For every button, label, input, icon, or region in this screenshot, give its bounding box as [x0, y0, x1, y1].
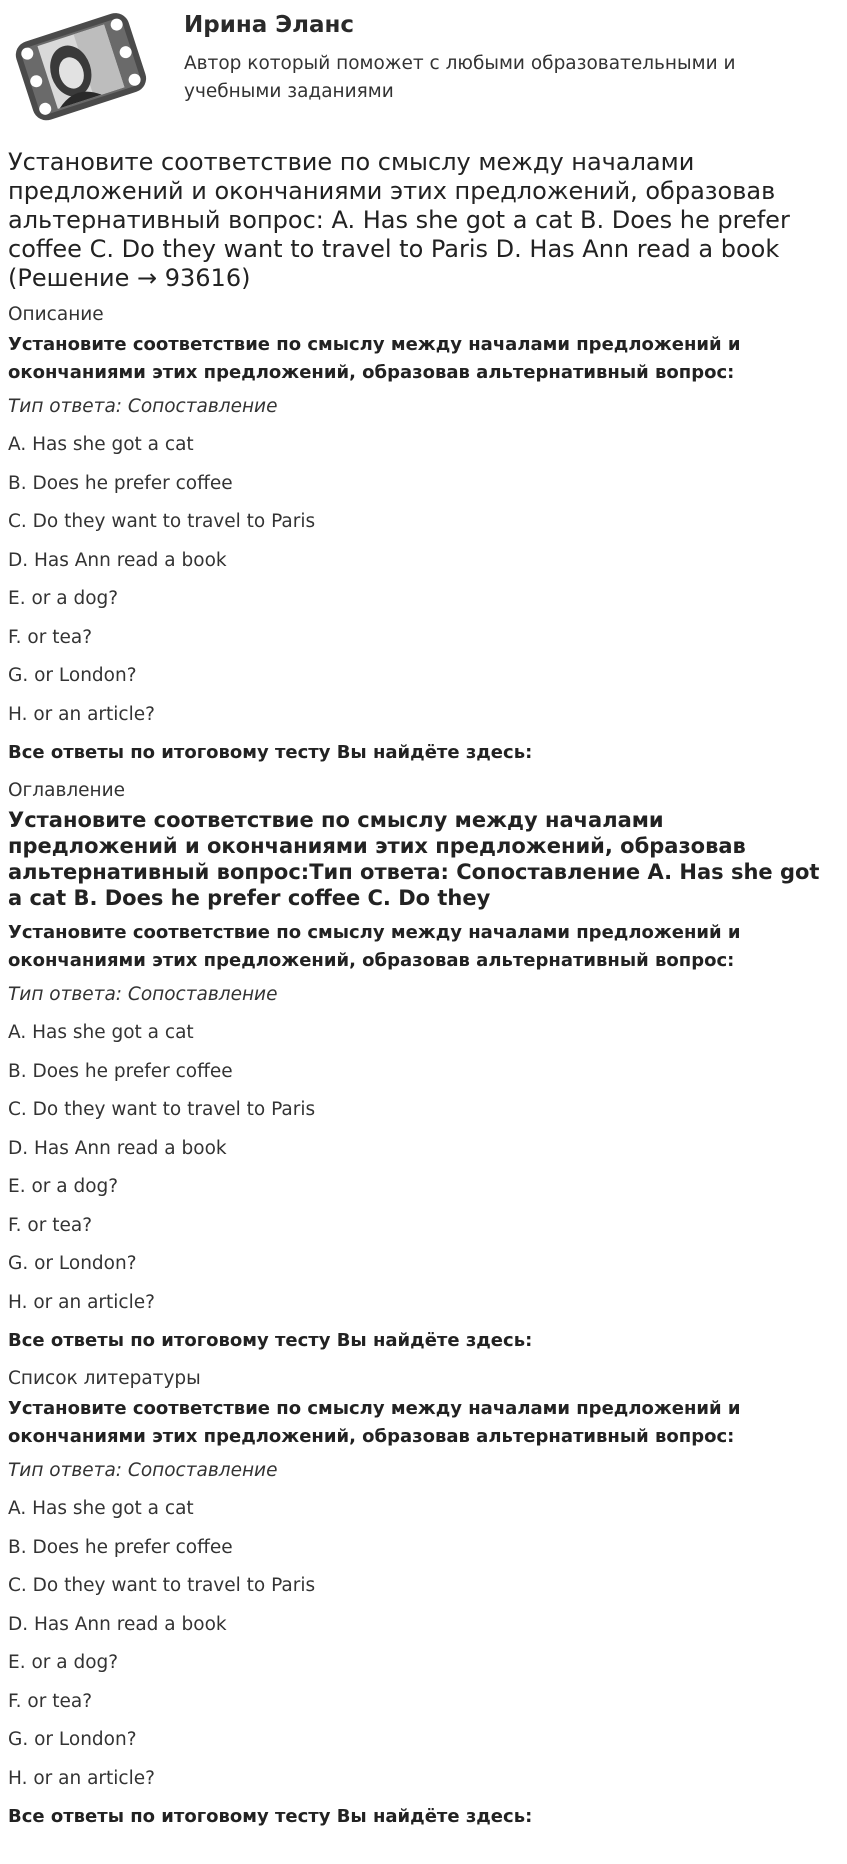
author-header [0, 0, 847, 140]
section-label-description: Описание [8, 304, 104, 325]
answer-type: Тип ответа: Сопоставление [8, 396, 278, 417]
option-e: E. or a dog? [8, 1176, 119, 1197]
answer-type: Тип ответа: Сопоставление [8, 984, 278, 1005]
option-a: A. Has she got a cat [8, 1022, 194, 1043]
page-title: Установите соответствие по смыслу между началами предложений и окончаниями этих предложений, образовав альтернативный вопрос: A. Has she got a cat B. Does he prefer coffee C. Do they want to travel to Paris D. Has Ann read a book (Решение → 93616) [8, 148, 790, 292]
contents-heading: Установите соответствие по смыслу между началами предложений и окончаниями этих предложений, образовав альтернативный вопрос:Тип ответа: Сопоставление A. Has she got a cat B. Does he prefer coffee C. Do they [8, 808, 820, 910]
answer-type: Тип ответа: Сопоставление [8, 1460, 278, 1481]
author-name[interactable]: Ирина Эланс [184, 12, 355, 38]
question-text: Установите соответствие по смыслу между началами предложений и окончаниями этих предложений, образовав альтернативный вопрос: [8, 922, 741, 971]
section-label-bibliography: Список литературы [8, 1368, 201, 1389]
option-a: A. Has she got a cat [8, 1498, 194, 1519]
option-g: G. or London? [8, 665, 137, 686]
option-f: F. or tea? [8, 626, 93, 648]
section-description [8, 303, 828, 765]
author-avatar[interactable] [8, 8, 153, 126]
answers-note: Все ответы по итоговому тесту Вы найдёте здесь: [8, 1806, 533, 1827]
option-a: A. Has she got a cat [8, 434, 194, 455]
option-f: F. or tea? [8, 1214, 93, 1236]
option-d: D. Has Ann read a book [8, 1613, 227, 1635]
answers-note: Все ответы по итоговому тесту Вы найдёте здесь: [8, 1330, 533, 1351]
option-d: D. Has Ann read a book [8, 549, 227, 571]
section-label-contents: Оглавление [8, 780, 126, 801]
section-bibliography [8, 1367, 828, 1829]
option-e: E. or a dog? [8, 1652, 119, 1673]
option-b: B. Does he prefer coffee [8, 472, 233, 494]
option-g: G. or London? [8, 1729, 137, 1750]
option-b: B. Does he prefer coffee [8, 1060, 233, 1082]
option-g: G. or London? [8, 1253, 137, 1274]
question-text: Установите соответствие по смыслу между началами предложений и окончаниями этих предложений, образовав альтернативный вопрос: [8, 334, 741, 383]
option-h: H. or an article? [8, 703, 155, 725]
option-f: F. or tea? [8, 1690, 93, 1712]
option-h: H. or an article? [8, 1767, 155, 1789]
film-reel-icon [8, 8, 153, 126]
option-c: C. Do they want to travel to Paris [8, 1099, 316, 1120]
option-c: C. Do they want to travel to Paris [8, 1575, 316, 1596]
question-text: Установите соответствие по смыслу между началами предложений и окончаниями этих предложений, образовав альтернативный вопрос: [8, 1398, 741, 1447]
main-content [8, 148, 828, 1843]
author-description: Автор который поможет с любыми образовательными и учебными заданиями [184, 53, 736, 102]
option-b: B. Does he prefer coffee [8, 1536, 233, 1558]
answers-note: Все ответы по итоговому тесту Вы найдёте здесь: [8, 742, 533, 763]
option-d: D. Has Ann read a book [8, 1137, 227, 1159]
option-h: H. or an article? [8, 1291, 155, 1313]
option-e: E. or a dog? [8, 588, 119, 609]
option-c: C. Do they want to travel to Paris [8, 511, 316, 532]
section-contents [8, 779, 828, 1353]
